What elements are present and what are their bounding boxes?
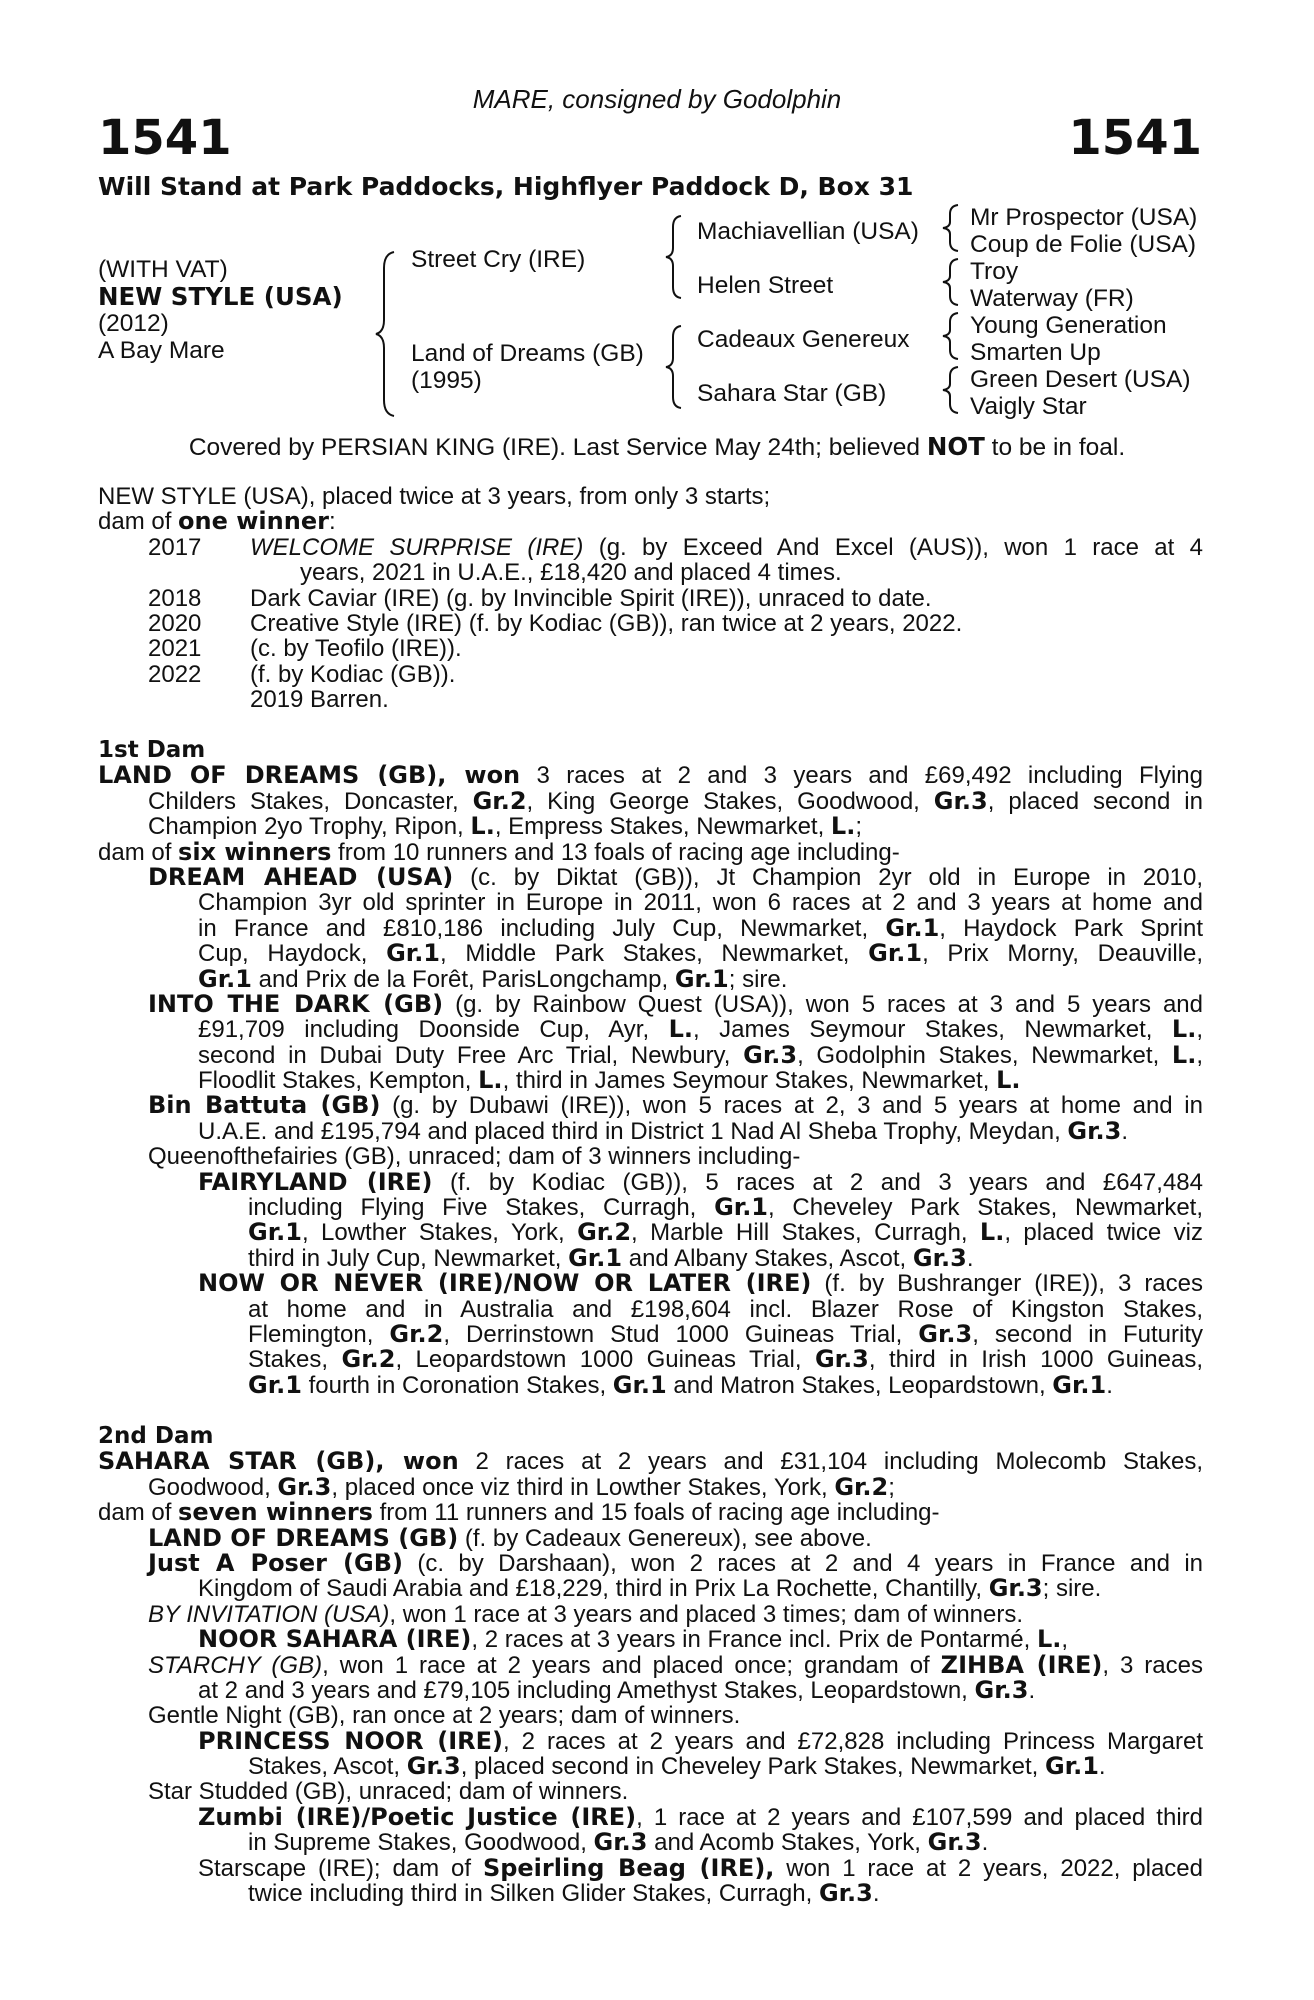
sire-sire-sire: Mr Prospector (USA) bbox=[970, 204, 1198, 231]
covering-status: Covered by PERSIAN KING (IRE). Last Service May 24th; believed NOT to be in foal. bbox=[188, 432, 1126, 461]
dam-name: Land of Dreams (GB) bbox=[411, 340, 644, 367]
just-a-poser-line2: Kingdom of Saudi Arabia and £18,229, third in Prix La Rochette, Chantilly, Gr.3; sire. bbox=[198, 1574, 1102, 1603]
first-dam-line3: Champion 2yo Trophy, Ripon, L., Empress Stakes, Newmarket, L.; bbox=[148, 812, 863, 841]
produce-2022: 2022 (f. by Kodiac (GB)). bbox=[148, 660, 456, 688]
sire-dam-dam: Waterway (FR) bbox=[970, 285, 1134, 312]
second-dam-section bbox=[98, 1424, 1203, 1906]
produce-barren: 2019 Barren. bbox=[250, 686, 389, 714]
by-invitation-line: BY INVITATION (USA), won 1 race at 3 years and placed 3 times; dam of winners. bbox=[148, 1600, 1024, 1628]
dream-ahead-line3: in France and £810,186 including July Cup, Newmarket, Gr.1, Haydock Park Sprint bbox=[198, 915, 1203, 942]
starchy-line1: STARCHY (GB), won 1 race at 2 years and placed once; grandam of ZIHBA (IRE), 3 races bbox=[148, 1652, 1203, 1678]
second-dam-line2: Goodwood, Gr.3, placed once viz third in Lowther Stakes, York, Gr.2; bbox=[148, 1472, 895, 1501]
dam-dam-sire: Green Desert (USA) bbox=[970, 366, 1191, 393]
first-dam-produce-summary: dam of six winners from 10 runners and 13 foals of racing age including- bbox=[98, 837, 900, 866]
pedigree-brace-dam bbox=[663, 322, 687, 412]
zumbi-line1: Zumbi (IRE)/Poetic Justice (IRE), 1 race at 2 years and £107,599 and placed third bbox=[198, 1804, 1203, 1831]
into-the-dark-line4: Floodlit Stakes, Kempton, L., third in James Seymour Stakes, Newmarket, L. bbox=[198, 1066, 1021, 1095]
into-the-dark-line3: second in Dubai Duty Free Arc Trial, Newbury, Gr.3, Godolphin Stakes, Newmarket, L., bbox=[198, 1042, 1203, 1069]
pedigree-brace-main bbox=[372, 248, 402, 420]
zumbi-line2: in Supreme Stakes, Goodwood, Gr.3 and Acomb Stakes, York, Gr.3. bbox=[248, 1828, 989, 1857]
vat-label: (WITH VAT) bbox=[98, 256, 228, 283]
produce-2020: 2020 Creative Style (IRE) (f. by Kodiac (GB)), ran twice at 2 years, 2022. bbox=[148, 609, 963, 637]
first-dam-section bbox=[98, 738, 1203, 1398]
horse-name: NEW STYLE (USA) bbox=[98, 282, 343, 311]
sire-dam-sire: Troy bbox=[970, 258, 1019, 285]
queenofthefairies-line: Queenofthefairies (GB), unraced; dam of 3 winners including- bbox=[148, 1143, 801, 1171]
second-dam-heading: 2nd Dam bbox=[98, 1423, 214, 1449]
noor-sahara-line: NOOR SAHARA (IRE), 2 races at 3 years in France incl. Prix de Pontarmé, L., bbox=[198, 1625, 1069, 1654]
lot-number-right: 1541 bbox=[1068, 110, 1202, 166]
into-the-dark-line2: £91,709 including Doonside Cup, Ayr, L., James Seymour Stakes, Newmarket, L., bbox=[198, 1017, 1203, 1043]
gentle-night-line: Gentle Night (GB), ran once at 2 years; dam of winners. bbox=[148, 1702, 741, 1730]
dam-dam-dam: Vaigly Star bbox=[970, 393, 1087, 420]
produce-summary: NEW STYLE (USA), placed twice at 3 years, from only 3 starts; bbox=[98, 483, 771, 510]
starscape-line2: twice including third in Silken Glider Stakes, Curragh, Gr.3. bbox=[248, 1879, 880, 1908]
sire-sire: Machiavellian (USA) bbox=[697, 218, 919, 245]
dam-dam: Sahara Star (GB) bbox=[697, 380, 887, 407]
first-dam-line2: Childers Stakes, Doncaster, Gr.2, King George Stakes, Goodwood, Gr.3, placed second in bbox=[148, 788, 1203, 815]
into-the-dark-line1: INTO THE DARK (GB) (g. by Rainbow Quest (USA)), won 5 races at 3 and 5 years and bbox=[148, 991, 1203, 1018]
starchy-line2: at 2 and 3 years and £79,105 including Amethyst Stakes, Leopardstown, Gr.3. bbox=[198, 1675, 1036, 1704]
bin-battuta-line2: U.A.E. and £195,794 and placed third in District 1 Nad Al Sheba Trophy, Meydan, Gr.3. bbox=[198, 1116, 1129, 1145]
dream-ahead-line5: Gr.1 and Prix de la Forêt, ParisLongchamp, Gr.1; sire. bbox=[198, 964, 788, 993]
horse-year: (2012) bbox=[98, 310, 169, 337]
fairyland-line1: FAIRYLAND (IRE) (f. by Kodiac (GB)), 5 races at 2 and 3 years and £647,484 bbox=[198, 1169, 1203, 1196]
first-dam-line1: LAND OF DREAMS (GB), won 3 races at 2 and 3 years and £69,492 including Flying bbox=[98, 763, 1203, 789]
produce-2021: 2021 (c. by Teofilo (IRE)). bbox=[148, 635, 462, 663]
now-or-never-line5: Gr.1 fourth in Coronation Stakes, Gr.1 and Matron Stakes, Leopardstown, Gr.1. bbox=[248, 1370, 1113, 1399]
dam-sire-sire: Young Generation bbox=[970, 312, 1167, 339]
princess-noor-line2: Stakes, Ascot, Gr.3, placed second in Cheveley Park Stakes, Newmarket, Gr.1. bbox=[248, 1752, 1106, 1781]
stand-location: Will Stand at Park Paddocks, Highflyer Paddock D, Box 31 bbox=[98, 172, 914, 201]
first-dam-heading: 1st Dam bbox=[98, 737, 206, 763]
starscape-line1: Starscape (IRE); dam of Speirling Beag (IRE), won 1 race at 2 years, 2022, placed bbox=[198, 1855, 1203, 1882]
pedigree-brace-ss bbox=[940, 202, 964, 254]
pedigree-brace-sd bbox=[940, 256, 964, 308]
now-or-never-line1: NOW OR NEVER (IRE)/NOW OR LATER (IRE) (f. by Bushranger (IRE)), 3 races bbox=[198, 1271, 1203, 1297]
dream-ahead-line2: Champion 3yr old sprinter in Europe in 2011, won 6 races at 2 and 3 years at home and bbox=[198, 890, 1203, 916]
produce-2017: 2017 WELCOME SURPRISE (IRE) (g. by Exceed And Excel (AUS)), won 1 race at 4 bbox=[148, 534, 1203, 561]
sire-name: Street Cry (IRE) bbox=[411, 246, 586, 273]
dam-sire-dam: Smarten Up bbox=[970, 339, 1101, 366]
fairyland-line2: including Flying Five Stakes, Curragh, Gr.1, Cheveley Park Stakes, Newmarket, bbox=[248, 1195, 1203, 1221]
fairyland-line4: third in July Cup, Newmarket, Gr.1 and Albany Stakes, Ascot, Gr.3. bbox=[248, 1243, 974, 1272]
pedigree-brace-dd bbox=[940, 364, 964, 416]
now-or-never-line4: Stakes, Gr.2, Leopardstown 1000 Guineas Trial, Gr.3, third in Irish 1000 Guineas, bbox=[248, 1347, 1203, 1373]
second-dam-line1: SAHARA STAR (GB), won 2 races at 2 years and £31,104 including Molecomb Stakes, bbox=[98, 1449, 1203, 1475]
pedigree-brace-sire bbox=[663, 212, 687, 302]
now-or-never-line3: Flemington, Gr.2, Derrinstown Stud 1000 Guineas Trial, Gr.3, second in Futurity bbox=[248, 1321, 1203, 1348]
bin-battuta-line1: Bin Battuta (GB) (g. by Dubawi (IRE)), won 5 races at 2, 3 and 5 years at home and in bbox=[148, 1093, 1203, 1119]
dam-of-line: dam of one winner: bbox=[98, 507, 336, 536]
princess-noor-line1: PRINCESS NOOR (IRE), 2 races at 2 years and £72,828 including Princess Margaret bbox=[198, 1728, 1203, 1755]
dam-year: (1995) bbox=[411, 367, 482, 394]
dream-ahead-line1: DREAM AHEAD (USA) (c. by Diktat (GB)), Jt Champion 2yr old in Europe in 2010, bbox=[148, 864, 1203, 891]
produce-2018: 2018 Dark Caviar (IRE) (g. by Invincible Spirit (IRE)), unraced to date. bbox=[148, 584, 932, 612]
now-or-never-line2: at home and in Australia and £198,604 incl. Blazer Rose of Kingston Stakes, bbox=[248, 1296, 1203, 1322]
sire-sire-dam: Coup de Folie (USA) bbox=[970, 231, 1197, 258]
lot-number-left: 1541 bbox=[98, 110, 232, 166]
dream-ahead-line4: Cup, Haydock, Gr.1, Middle Park Stakes, Newmarket, Gr.1, Prix Morny, Deauville, bbox=[198, 941, 1203, 967]
star-studded-line: Star Studded (GB), unraced; dam of winners. bbox=[148, 1778, 629, 1806]
pedigree-brace-ds bbox=[940, 310, 964, 362]
dam-sire: Cadeaux Genereux bbox=[697, 326, 910, 353]
produce-record bbox=[98, 484, 1203, 713]
fairyland-line3: Gr.1, Lowther Stakes, York, Gr.2, Marble Hill Stakes, Curragh, L., placed twice viz bbox=[248, 1220, 1203, 1246]
just-a-poser-line1: Just A Poser (GB) (c. by Darshaan), won 2 races at 2 and 4 years in France and in bbox=[148, 1550, 1203, 1577]
land-of-dreams-line: LAND OF DREAMS (GB) (f. by Cadeaux Genereux), see above. bbox=[148, 1523, 872, 1552]
produce-2017-cont: years, 2021 in U.A.E., £18,420 and placed 4 times. bbox=[300, 559, 842, 587]
horse-description: A Bay Mare bbox=[98, 337, 225, 364]
sire-dam: Helen Street bbox=[697, 272, 834, 299]
second-dam-produce-summary: dam of seven winners from 11 runners and 15 foals of racing age including- bbox=[98, 1498, 940, 1527]
consignor-line: MARE, consigned by Godolphin bbox=[472, 84, 842, 114]
